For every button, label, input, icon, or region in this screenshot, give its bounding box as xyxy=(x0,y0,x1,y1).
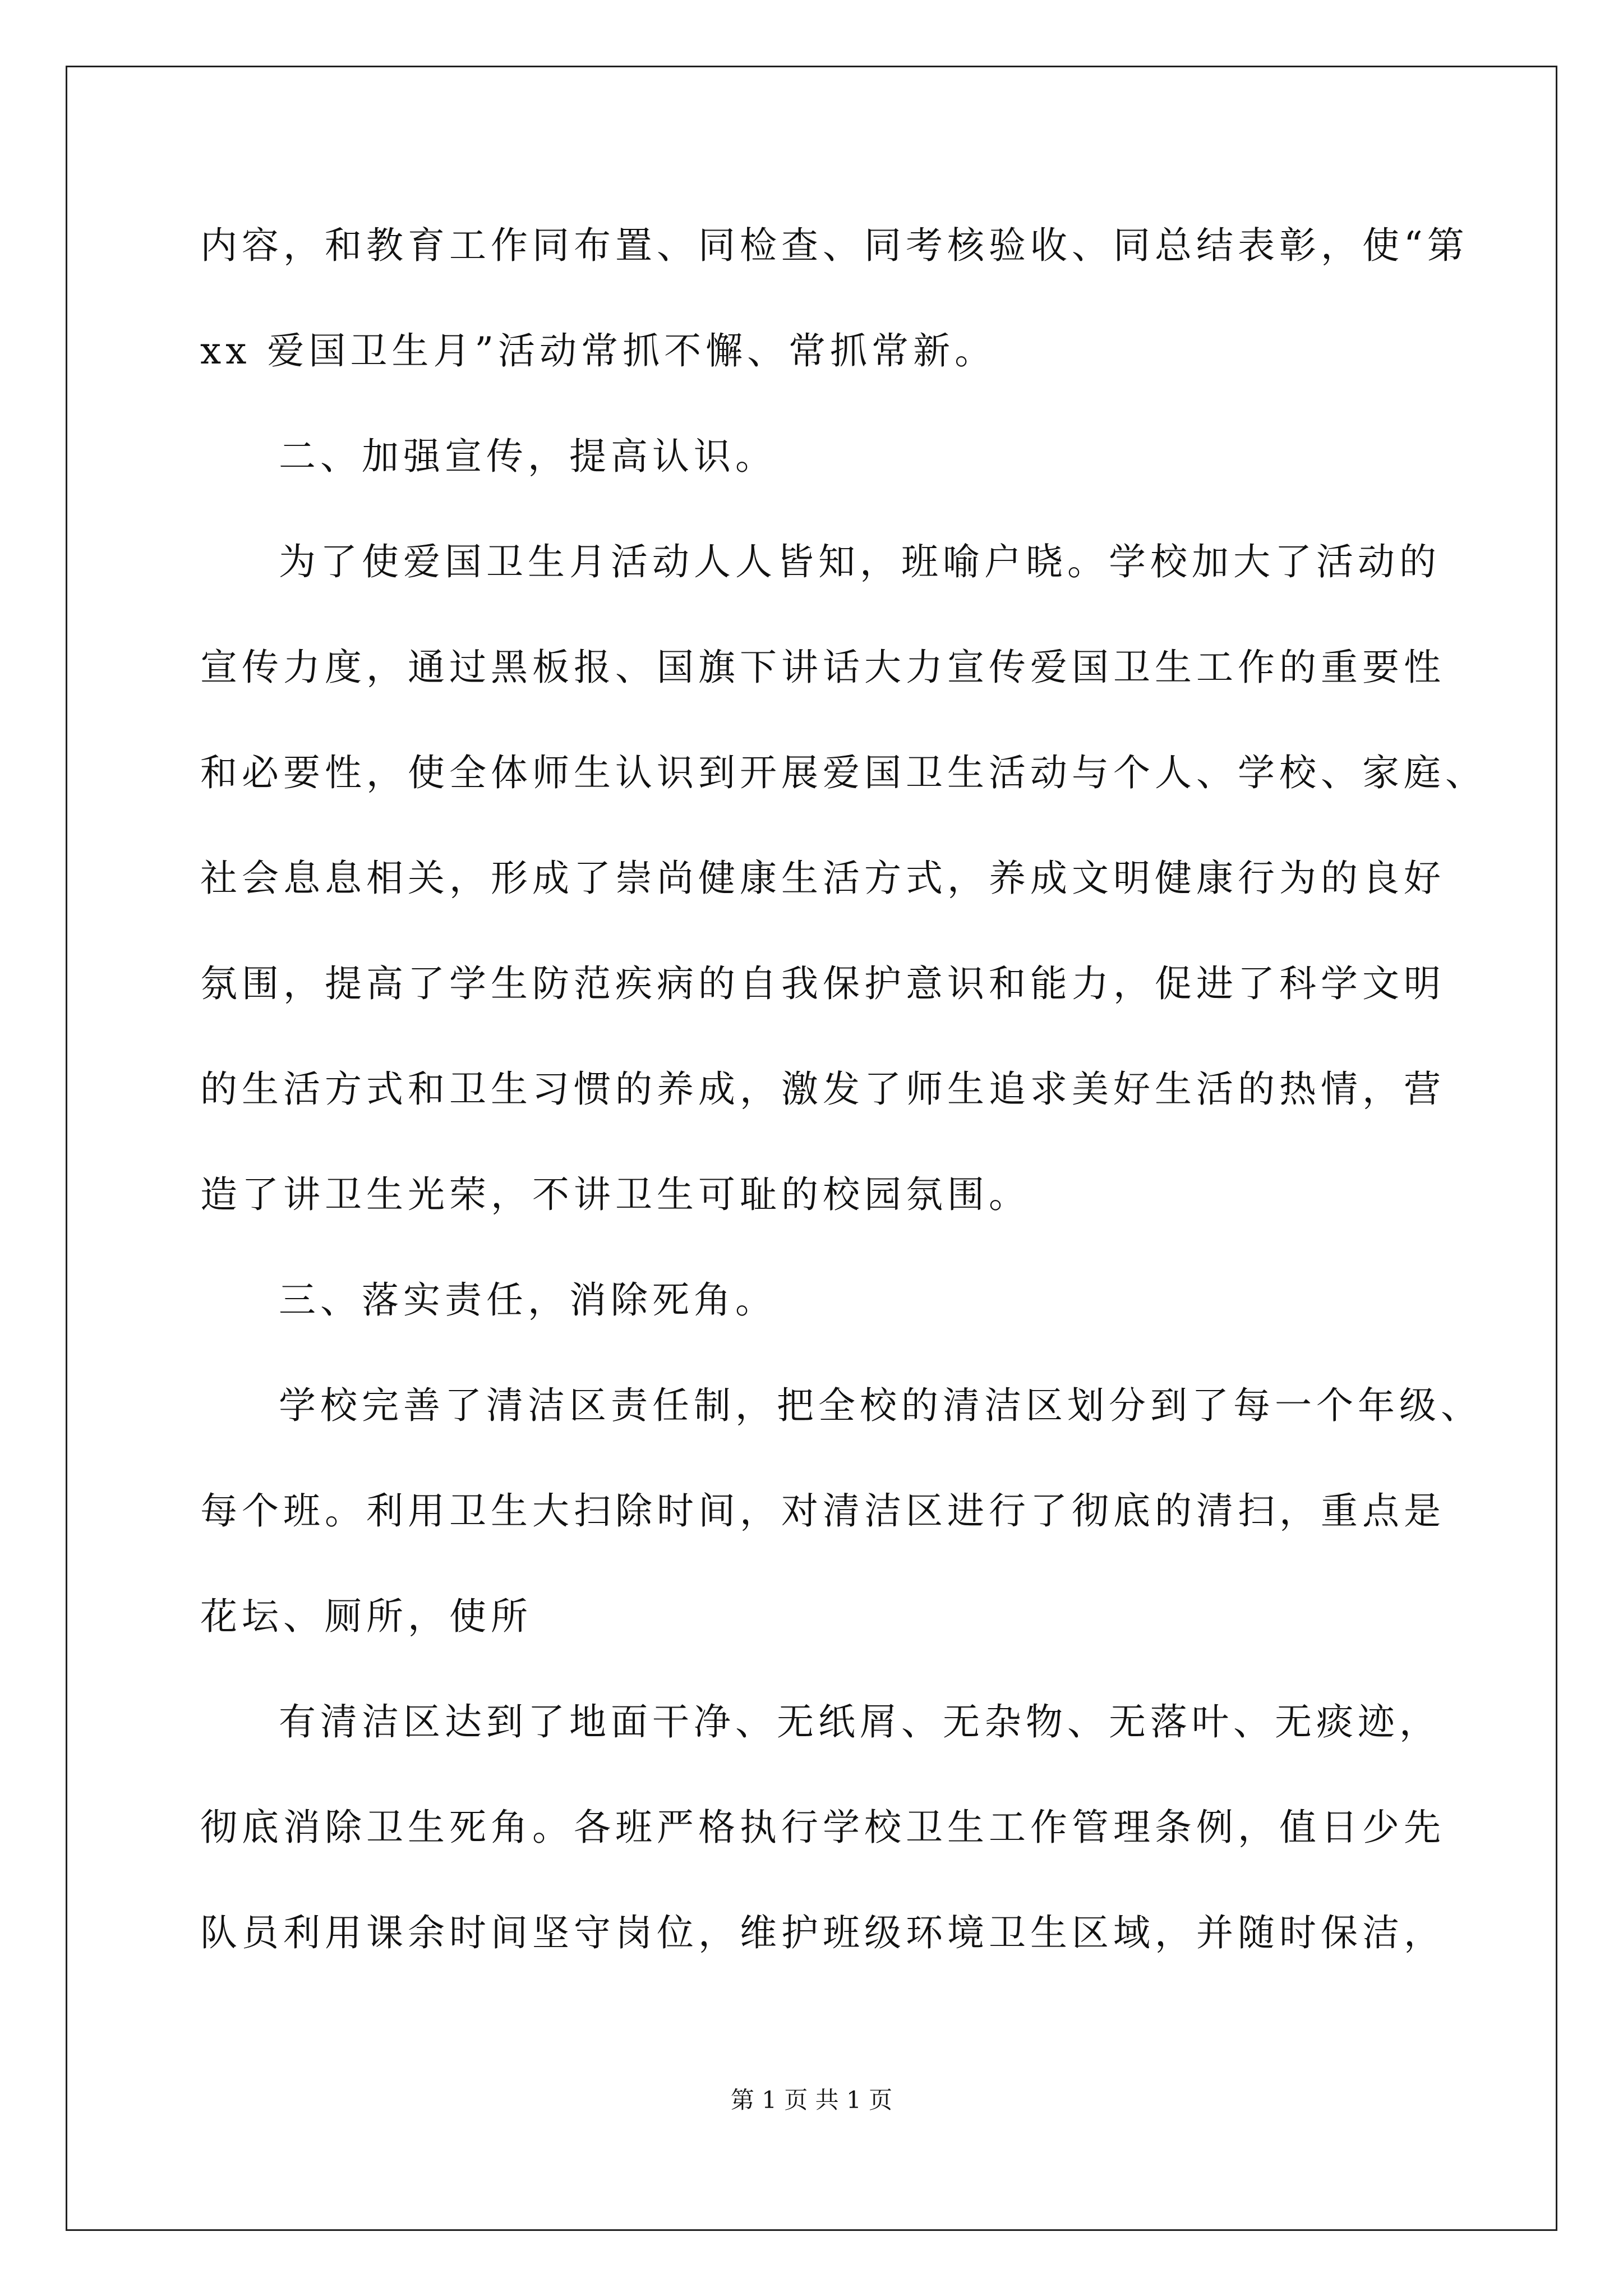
text-line: 造了讲卫生光荣，不讲卫生可耻的校园氛围。 xyxy=(200,1173,1030,1216)
text-line: 氛围，提高了学生防范疾病的自我保护意识和能力，促进了科学文明 xyxy=(200,962,1445,1005)
text-line: 花坛、厕所，使所 xyxy=(200,1595,532,1638)
section-heading: 二、加强宣传，提高认识。 xyxy=(279,435,777,478)
text-line: 内容，和教育工作同布置、同检查、同考核验收、同总结表彰，使“第 xyxy=(200,224,1469,267)
text-line: 每个班。利用卫生大扫除时间，对清洁区进行了彻底的清扫，重点是 xyxy=(200,1489,1445,1533)
text-line: 宣传力度，通过黑板报、国旗下讲话大力宣传爱国卫生工作的重要性 xyxy=(200,646,1445,689)
text-line: 彻底消除卫生死角。各班严格执行学校卫生工作管理条例，值日少先 xyxy=(200,1806,1445,1849)
text-line: 的生活方式和卫生习惯的养成，激发了师生追求美好生活的热情，营 xyxy=(200,1068,1445,1111)
text-line: xx 爱国卫生月”活动常抓不懈、常抓常新。 xyxy=(200,329,997,372)
page-number: 第 1 页 共 1 页 xyxy=(730,2086,893,2114)
text-line: 有清洁区达到了地面干净、无纸屑、无杂物、无落叶、无痰迹， xyxy=(279,1700,1441,1743)
section-heading: 三、落实责任，消除死角。 xyxy=(279,1278,777,1322)
text-line: 社会息息相关，形成了崇尚健康生活方式，养成文明健康行为的良好 xyxy=(200,857,1445,900)
text-line: 和必要性，使全体师生认识到开展爱国卫生活动与个人、学校、家庭、 xyxy=(200,751,1487,794)
text-line: 队员利用课余时间坚守岗位，维护班级环境卫生区域，并随时保洁， xyxy=(200,1911,1445,1954)
page-border xyxy=(66,66,1557,2231)
text-line: 为了使爱国卫生月活动人人皆知，班喻户晓。学校加大了活动的 xyxy=(279,540,1441,583)
text-line: 学校完善了清洁区责任制，把全校的清洁区划分到了每一个年级、 xyxy=(279,1384,1482,1427)
